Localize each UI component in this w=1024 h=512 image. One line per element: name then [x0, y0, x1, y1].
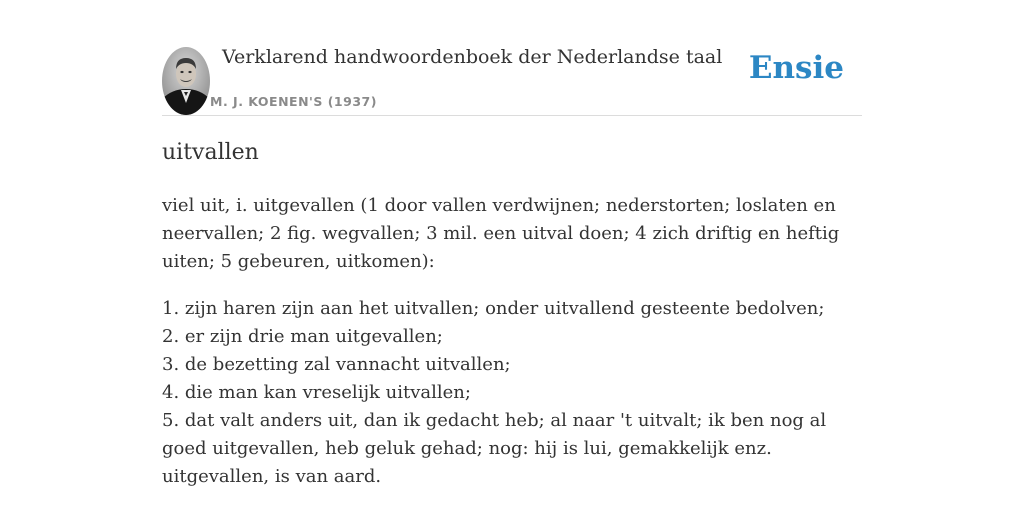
entry-definition: viel uit, i. uitgevallen (1 door vallen verdwijnen; nederstorten; loslaten en neervallen; 2 fig. wegvallen; 3 mil. een uitval doen; 4 zich driftig en heftig uiten; 5 gebeuren, uitkomen):: [162, 195, 840, 272]
ensie-logo-link[interactable]: Ensie: [748, 50, 844, 86]
example-item: 3. de bezetting zal vannacht uitvallen;: [162, 354, 511, 375]
entry-examples: [162, 295, 862, 491]
dictionary-author: M. J. KOENEN'S (1937): [210, 94, 377, 109]
example-item: 2. er zijn drie man uitgevallen;: [162, 326, 443, 347]
author-portrait: [162, 47, 210, 115]
dictionary-title: Verklarend handwoordenboek der Nederlandse taal: [222, 46, 723, 68]
example-item: 1. zijn haren zijn aan het uitvallen; onder uitvallend gesteente bedolven;: [162, 298, 825, 319]
entry-headword: uitvallen: [162, 140, 259, 165]
example-item: 4. die man kan vreselijk uitvallen;: [162, 382, 471, 403]
entry-content: [162, 192, 862, 491]
example-item: 5. dat valt anders uit, dan ik gedacht heb; al naar 't uitvalt; ik ben nog al goed uitgevallen, heb geluk gehad; nog: hij is lui, gemakkelijk enz. uitgevallen, is van aard.: [162, 410, 827, 487]
dictionary-header: [162, 44, 862, 116]
